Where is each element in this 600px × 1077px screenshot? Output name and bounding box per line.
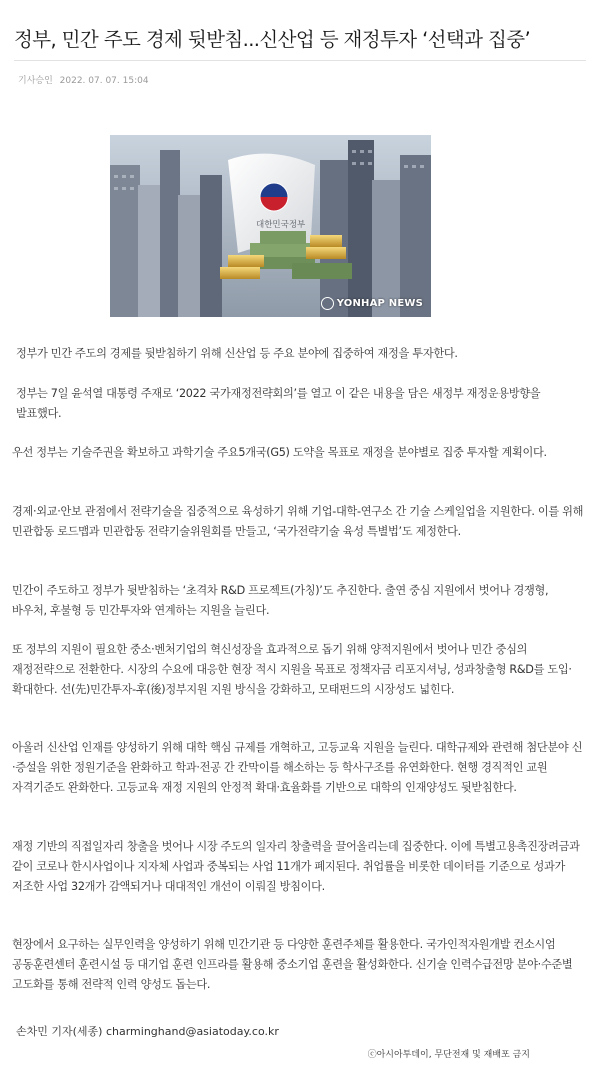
watermark-text: YONHAP NEWS <box>336 298 423 309</box>
article-paragraph-7: 아울러 신산업 인재를 양성하기 위해 대학 핵심 규제를 개혁하고, 고등교육 지원을 늘린다. 대학규제와 관련해 첨단분야 신·증설을 위한 정원기준을 완화하고 학과·전공 간 칸막이를 해소하는 등 학사구조를 유연화한다. 현행 경직적인 교원 자격기준도 완화한다. 고등교육 재정 지원의 안정적 확대·효율화를 기반으로 대학의 인재양성도 뒷받침한다. <box>12 741 583 794</box>
title-divider <box>14 60 586 61</box>
date-label: 기사승인 <box>18 76 53 86</box>
flag-text: 대한민국정부 <box>256 220 306 230</box>
article-dateline <box>18 73 153 86</box>
article-paragraph-9: 현장에서 요구하는 실무인력을 양성하기 위해 민간기관 등 다양한 훈련주체를 활용한다. 국가인적자원개발 컨소시엄 공동훈련센터 훈련시설 등 대기업 훈련 인프라를 활용해 중소기업 훈련을 활성화한다. 신기술 인력수급전망 분야·수준별 고도화를 통해 전략적 인력 양성도 돕는다. <box>12 938 573 991</box>
article-title: 정부, 민간 주도 경제 뒷받침...신산업 등 재정투자 ‘선택과 집중’ <box>14 28 531 51</box>
reporter-byline: 손차민 기자(세종) charminghand@asiatoday.co.kr <box>16 1025 279 1038</box>
article-paragraph-3: 우선 정부는 기술주권을 확보하고 과학기술 주요5개국(G5) 도약을 목표로 재정을 분야별로 집중 투자할 계획이다. <box>12 446 547 459</box>
article-paragraph-1: 정부가 민간 주도의 경제를 뒷받침하기 위해 신산업 등 주요 분야에 집중하여 재정을 투자한다. <box>16 347 458 360</box>
city-skyline-illustration <box>110 135 431 317</box>
article-paragraph-8: 재정 기반의 직접일자리 창출을 벗어나 시장 주도의 일자리 창출력을 끌어올리는데 집중한다. 이에 특별고용촉진장려금과 같이 코로나 한시사업이나 지자체 사업과 중복되는 사업 11개가 폐지된다. 취업률을 비롯한 데이터를 기준으로 성과가 저조한 사업 32개가 감액되거나 대대적인 개선이 이뤄질 방침이다. <box>12 840 580 893</box>
article-photo <box>110 135 431 317</box>
article-date: 2022. 07. 07. 15:04 <box>59 76 149 86</box>
photo-watermark <box>321 297 423 310</box>
article-paragraph-5: 민간이 주도하고 정부가 뒷받침하는 ‘초격차 R&D 프로젝트(가칭)’도 추진한다. 출연 중심 지원에서 벗어나 경쟁형, 바우처, 후불형 등 민간투자와 연계하는 지원을 늘린다. <box>12 584 549 617</box>
yonhap-logo-icon <box>321 297 334 310</box>
copyright-notice: ⓒ아시아투데이, 무단전재 및 재배포 금지 <box>367 1050 530 1060</box>
government-emblem-icon <box>260 183 288 211</box>
article-paragraph-6: 또 정부의 지원이 필요한 중소·벤처기업의 혁신성장을 효과적으로 돕기 위해 양적지원에서 벗어나 민간 중심의 재정전략으로 전환한다. 시장의 수요에 대응한 현장 적시 지원을 목표로 정책자금 리포지셔닝, 성과창출형 R&D를 도입·확대한다. 선(先)민간투자-후(後)정부지원 지원 방식을 강화하고, 모태펀드의 시장성도 넓힌다. <box>12 643 572 696</box>
article-paragraph-2: 정부는 7일 윤석열 대통령 주재로 ‘2022 국가재정전략회의’를 열고 이 같은 내용을 담은 새정부 재정운용방향을 발표했다. <box>16 387 541 420</box>
article-paragraph-4: 경제·외교·안보 관점에서 전략기술을 집중적으로 육성하기 위해 기업-대학-연구소 간 기술 스케일업을 지원한다. 이를 위해 민관합동 로드맵과 민관합동 전략기술위원회를 만들고, ‘국가전략기술 육성 특별법’도 제정한다. <box>12 505 584 538</box>
